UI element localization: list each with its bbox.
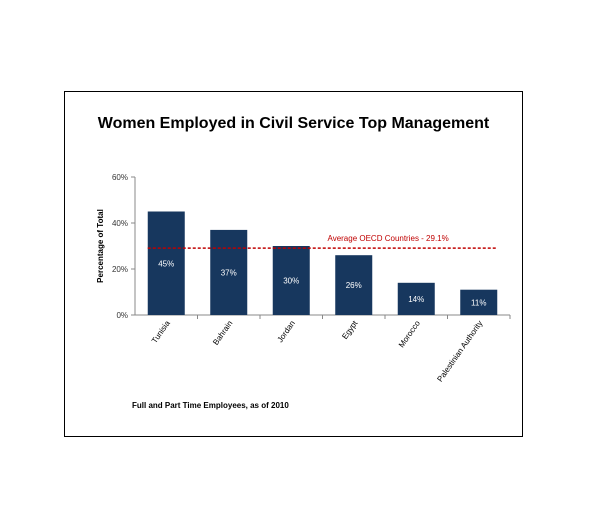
x-tick-label: Bahrain	[211, 318, 235, 347]
x-tick-label: Palestinian Authority	[435, 318, 485, 384]
y-tick-label: 60%	[111, 173, 128, 182]
x-tick-label: Morocco	[396, 318, 422, 350]
y-tick-label: 20%	[111, 265, 128, 274]
bar-value-label: 37%	[220, 268, 237, 278]
oecd-average-label: Average OECD Countries - 29.1%	[327, 234, 449, 244]
chart-frame	[64, 91, 523, 437]
bar-value-label: 26%	[345, 281, 362, 291]
bar-value-label: 45%	[158, 259, 175, 269]
chart-title: Women Employed in Civil Service Top Management	[97, 115, 490, 132]
y-tick-label: 0%	[116, 311, 128, 320]
bar-value-label: 30%	[283, 276, 300, 286]
chart-footnote: Full and Part Time Employees, as of 2010	[132, 401, 289, 410]
y-tick-label: 40%	[111, 219, 128, 228]
x-tick-label: Jordan	[275, 318, 297, 345]
bar-value-label: 11%	[471, 298, 487, 308]
x-tick-label: Egypt	[340, 318, 360, 341]
x-tick-label: Tunisia	[149, 318, 172, 346]
y-axis-label: Percentage of Total	[96, 209, 105, 283]
bar-chart	[65, 92, 524, 438]
bar-value-label: 14%	[408, 294, 425, 304]
